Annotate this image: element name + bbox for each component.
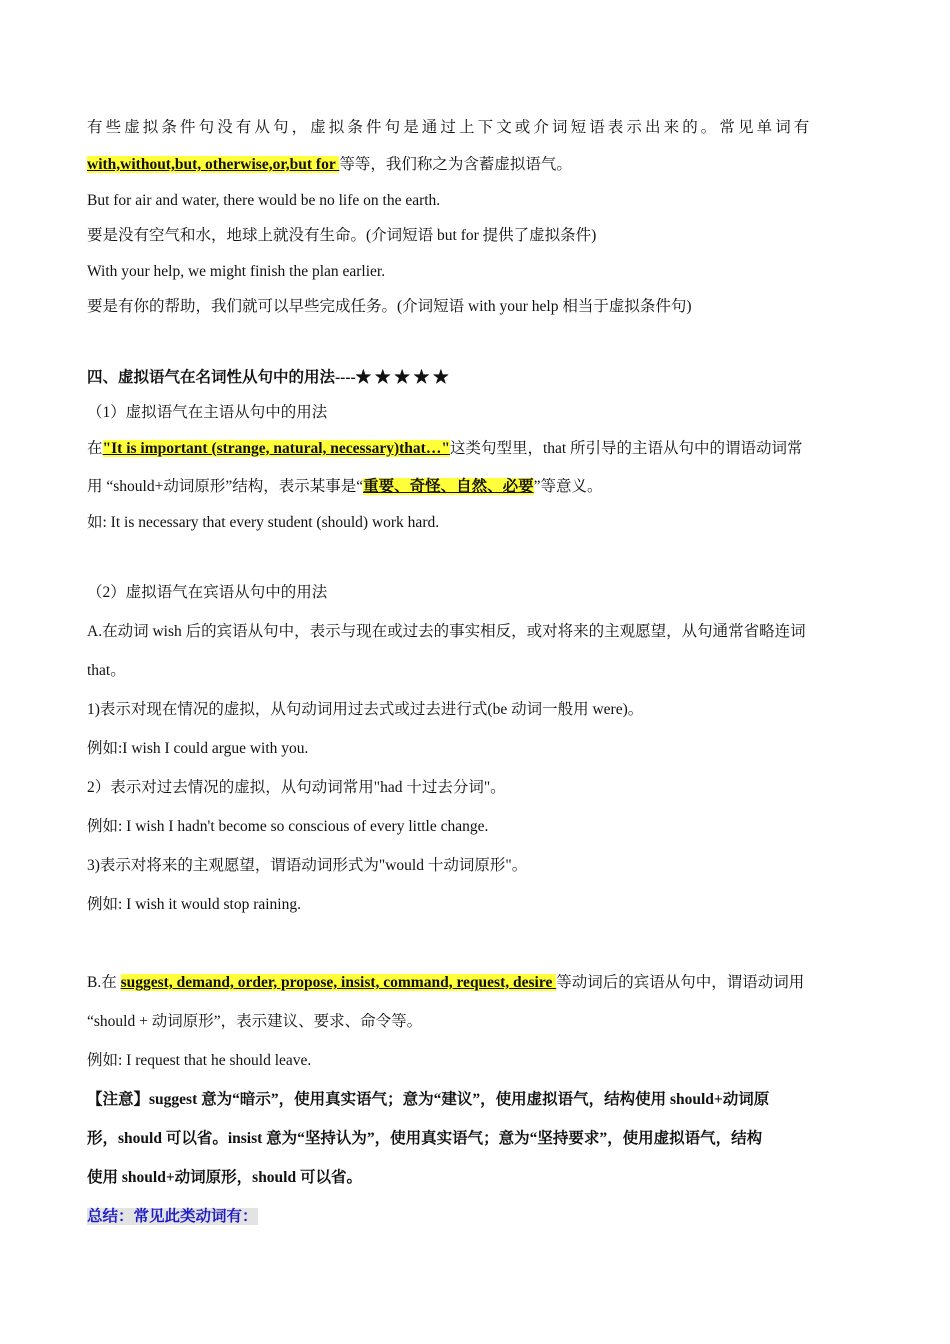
sub1-heading: （1）虚拟语气在主语从句中的用法 [87,404,328,421]
suggest-text-a: B.在 [87,974,121,991]
implicit-words-highlight: with,without,but, otherwise,or,but for [87,156,340,173]
sub1-example: 如: It is necessary that every student (should) work hard. [87,514,440,531]
suggest-example: 例如: I request that he should leave. [87,1052,312,1069]
note-line2: 形，should 可以省。insist 意为“坚持认为”，使用真实语气；意为“坚持要求”，使用虚拟语气，结构 [87,1130,763,1147]
summary-label: 总结：常见此类动词有： [87,1208,258,1225]
sub2-heading: （2）虚拟语气在宾语从句中的用法 [87,584,328,601]
sub1-para-line1 [87,438,863,460]
implicit-intro-line2 [87,154,863,176]
wish-past-rule: 2）表示对过去情况的虚拟，从句动词常用"had 十过去分词"。 [87,779,506,796]
wish-rule-line1: A.在动词 wish 后的宾语从句中，表示与现在或过去的事实相反，或对将来的主观愿望，从句通常省略连词 [87,623,806,640]
wish-present-rule: 1)表示对现在情况的虚拟，从句动词用过去式或过去进行式(be 动词一般用 were)。 [87,701,644,718]
sub1-text-d: ”等意义。 [533,478,603,495]
example-but-for-cn: 要是没有空气和水，地球上就没有生命。(介词短语 but for 提供了虚拟条件) [87,227,597,244]
wish-future-rule: 3)表示对将来的主观愿望，谓语动词形式为"would 十动词原形"。 [87,857,528,874]
implicit-intro-line1: 有些虚拟条件句没有从句，虚拟条件句是通过上下文或介词短语表示出来的。常见单词有 [87,119,813,136]
wish-present-example: 例如:I wish I could argue with you. [87,740,309,757]
sub1-pattern-highlight: "It is important (strange, natural, necessary)that…" [102,440,450,457]
example-with-en: With your help, we might finish the plan earlier. [87,263,386,280]
wish-future-example: 例如: I wish it would stop raining. [87,896,301,913]
sub1-text-a: 在 [87,440,103,457]
suggest-verbs-highlight: suggest, demand, order, propose, insist, command, request, desire [120,974,557,991]
example-with-cn: 要是有你的帮助，我们就可以早些完成任务。(介词短语 with your help 相当于虚拟条件句) [87,298,692,315]
wish-rule-line2: that。 [87,662,126,679]
sub1-meaning-highlight: 重要、奇怪、自然、必要 [363,478,534,495]
sub1-text-c: 用 “should+动词原形”结构，表示某事是“ [87,478,364,495]
note-line1: 【注意】suggest 意为“暗示”，使用真实语气；意为“建议”，使用虚拟语气，结构使用 should+动词原 [87,1091,770,1108]
suggest-rule-line1 [87,972,863,994]
suggest-text-b: 等动词后的宾语从句中，谓语动词用 [556,974,805,991]
note-line3: 使用 should+动词原形，should 可以省。 [87,1169,362,1186]
summary-line [87,1206,863,1228]
sub1-para-line2 [87,476,863,498]
example-but-for-en: But for air and water, there would be no life on the earth. [87,192,441,209]
wish-past-example: 例如: I wish I hadn't become so conscious of every little change. [87,818,489,835]
sub1-text-b: 这类句型里，that 所引导的主语从句中的谓语动词常 [449,440,803,457]
implicit-intro-tail: 等等，我们称之为含蓄虚拟语气。 [339,156,572,173]
suggest-rule-line2: “should + 动词原形”，表示建议、要求、命令等。 [87,1013,423,1030]
section4-heading: 四、虚拟语气在名词性从句中的用法----★ ★ ★ ★ ★ [87,369,449,386]
